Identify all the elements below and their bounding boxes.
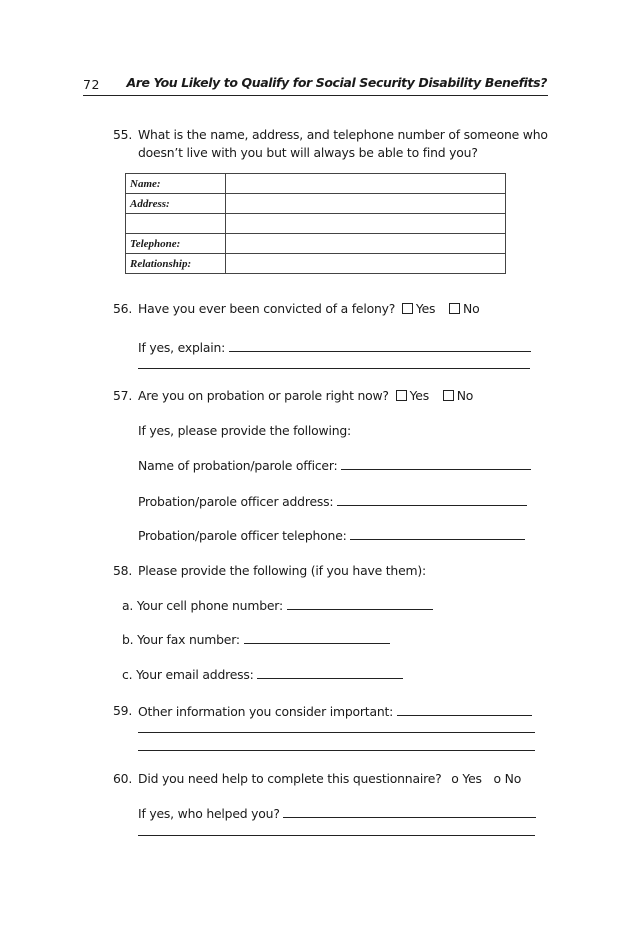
fax-line	[122, 631, 390, 647]
question-text: Have you ever been convicted of a felony?	[138, 301, 396, 316]
explain-field-continued[interactable]	[138, 368, 530, 369]
question-number: 59.	[113, 703, 133, 718]
cell-phone-line	[122, 597, 433, 613]
officer-address-line	[138, 493, 527, 509]
other-info-field[interactable]	[397, 703, 532, 716]
officer-name-field[interactable]	[341, 457, 531, 470]
question-number: 58.	[113, 563, 133, 578]
email-label: c. Your email address:	[122, 667, 254, 682]
yes-checkbox[interactable]	[402, 303, 413, 314]
no-checkbox[interactable]	[443, 390, 454, 401]
question-text: What is the name, address, and telephone number of someone who	[138, 127, 548, 142]
address-label: Address:	[126, 194, 226, 214]
other-info-field-line-3[interactable]	[138, 750, 535, 751]
telephone-label: Telephone:	[126, 234, 226, 254]
fax-label: b. Your fax number:	[122, 632, 240, 647]
address-label-continued	[126, 214, 226, 234]
page-number: 72	[83, 77, 100, 92]
no-option[interactable]: o No	[493, 771, 522, 786]
telephone-field[interactable]	[226, 234, 506, 254]
address-field[interactable]	[226, 194, 506, 214]
contact-table	[125, 173, 506, 274]
provide-instruction: If yes, please provide the following:	[138, 423, 352, 438]
no-label: No	[463, 301, 480, 316]
relationship-label: Relationship:	[126, 254, 226, 274]
helper-field[interactable]	[283, 805, 536, 818]
table-row	[126, 214, 506, 234]
table-row	[126, 174, 506, 194]
helper-line	[138, 805, 536, 821]
officer-name-line	[138, 457, 531, 473]
question-text-line	[138, 703, 532, 719]
question-text-continued: doesn’t live with you but will always be able to find you?	[138, 145, 478, 160]
email-field[interactable]	[257, 666, 403, 679]
no-label: No	[456, 388, 474, 403]
question-number: 60.	[113, 771, 133, 786]
question-number: 56.	[113, 301, 133, 316]
question-text: Did you need help to complete this questionnaire?	[138, 771, 442, 786]
question-text-line	[138, 301, 480, 316]
explain-label: If yes, explain:	[138, 340, 226, 355]
table-row	[126, 254, 506, 274]
relationship-field[interactable]	[226, 254, 506, 274]
yes-label: Yes	[409, 388, 429, 403]
email-line	[122, 666, 403, 682]
officer-name-label: Name of probation/parole officer:	[138, 458, 338, 473]
other-info-field-line-2[interactable]	[138, 732, 535, 733]
officer-address-field[interactable]	[337, 493, 527, 506]
officer-phone-line	[138, 527, 525, 543]
question-text: Please provide the following (if you have them):	[138, 563, 426, 578]
question-text-line	[138, 771, 521, 786]
table-row	[126, 194, 506, 214]
explain-line	[138, 339, 531, 355]
officer-phone-field[interactable]	[350, 527, 525, 540]
helper-field-continued[interactable]	[138, 835, 535, 836]
table-row	[126, 234, 506, 254]
question-number: 57.	[113, 388, 133, 403]
question-text: Other information you consider important:	[138, 704, 394, 719]
name-label: Name:	[126, 174, 226, 194]
name-field[interactable]	[226, 174, 506, 194]
question-text-line	[138, 388, 473, 403]
header-rule	[83, 95, 548, 96]
yes-checkbox[interactable]	[396, 390, 407, 401]
question-number: 55.	[113, 127, 133, 142]
helper-label: If yes, who helped you?	[138, 806, 280, 821]
running-header-title: Are You Likely to Qualify for Social Security Disability Benefits?	[126, 75, 547, 90]
cell-phone-label: a. Your cell phone number:	[122, 598, 283, 613]
fax-field[interactable]	[244, 631, 390, 644]
no-checkbox[interactable]	[449, 303, 460, 314]
explain-field[interactable]	[229, 339, 531, 352]
yes-option[interactable]: o Yes	[451, 771, 482, 786]
officer-phone-label: Probation/parole officer telephone:	[138, 528, 347, 543]
address-field-continued[interactable]	[226, 214, 506, 234]
cell-phone-field[interactable]	[287, 597, 433, 610]
yes-label: Yes	[415, 301, 436, 316]
officer-address-label: Probation/parole officer address:	[138, 494, 334, 509]
question-text: Are you on probation or parole right now?	[138, 388, 389, 403]
